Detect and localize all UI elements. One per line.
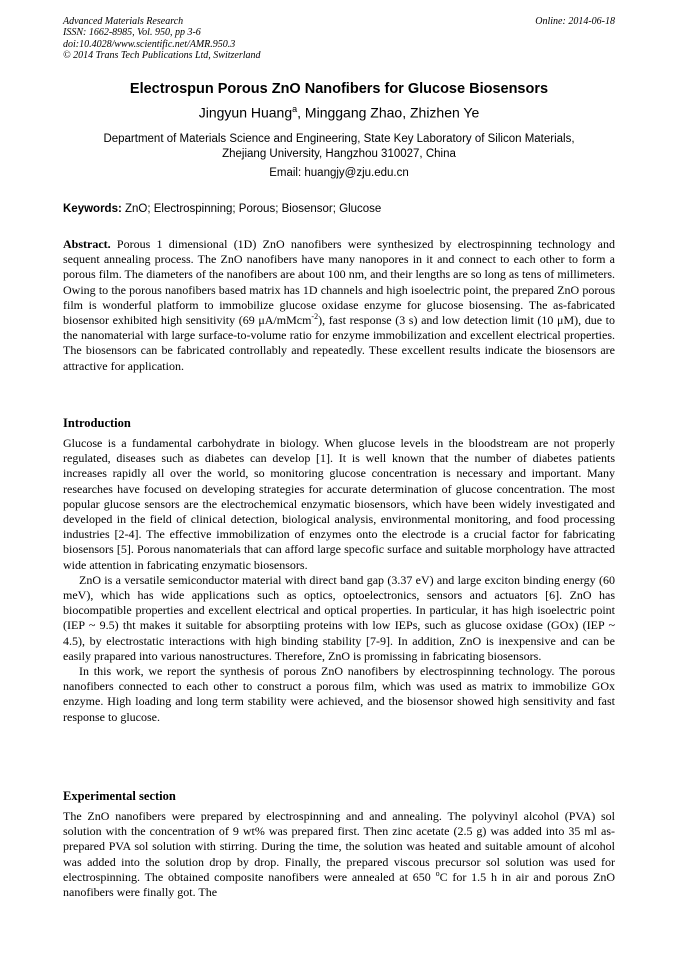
introduction-body (63, 436, 615, 725)
experimental-superscript: o (435, 868, 440, 878)
intro-paragraph-2: ZnO is a versatile semiconductor material with direct band gap (3.37 eV) and large exciton binding energy (60 meV), which has wide applications such as optics, optoelectronics, sensors and actuators [6]. ZnO has biocompatible properties and excellent electrical and optical properties. In particular, it has high isoelectric point (IEP ~ 9.5) tht makes it suitable for absorptiing proteins with low IEPs, such as glucose oxidase (GOx) (IEP ~ 4.5), by electrostatic interactions with high binding stability [7-9]. In addition, ZnO is inexpensive and can be easily prapared into various nanostructures. Therefore, ZnO is promissing in fabricating biosensors. (63, 572, 615, 663)
journal-copyright: © 2014 Trans Tech Publications Ltd, Switzerland (63, 49, 261, 61)
journal-issn: ISSN: 1662-8985, Vol. 950, pp 3-6 (63, 27, 201, 39)
author-list (63, 104, 615, 121)
experimental-text-1: The ZnO nanofibers were prepared by electrospinning and and annealing. The polyvinyl alcohol (PVA) sol solution with the concentration of 9 wt% was prepared first. Then zinc acetate (2.5 g) was added into 35 ml as-prepared PVA sol solution with stirring. During the time, the solution was heated and suitable amount of alcohol was added into the solution drop by drop. Finally, the prepared viscous precursor sol solution was used for electrospinning. The obtained composite nanofibers were annealed at 650 (63, 809, 615, 884)
experimental-text-2: C for 1.5 h in air and porous ZnO nanofibers were finally got. The (63, 869, 615, 900)
journal-doi: doi:10.4028/www.scientific.net/AMR.950.3 (63, 38, 236, 50)
author-rest: , Minggang Zhao, Zhizhen Ye (297, 104, 480, 121)
abstract-label: Abstract. (63, 237, 111, 251)
keywords-text: ZnO; Electrospinning; Porous; Biosensor; Glucose (121, 203, 382, 215)
keywords-label: Keywords: (63, 203, 122, 215)
affiliation-line-1: Department of Materials Science and Engineering, State Key Laboratory of Silicon Materials, (103, 133, 575, 145)
intro-paragraph-3: In this work, we report the synthesis of porous ZnO nanofibers by electrospinning technology. The porous nanofibers connected to each other to construct a porous film, which was used as matrix to immobilize GOx enzyme. High loading and long term stability were achieved, and the biosensor showed high sensitivity and fast response to glucose. (63, 664, 615, 724)
abstract-superscript: -2 (311, 312, 319, 322)
keywords (63, 203, 615, 215)
affiliation-line-2: Zhejiang University, Hangzhou 310027, China (222, 148, 456, 160)
journal-name: Advanced Materials Research (63, 16, 184, 27)
author-first: Jingyun Huang (198, 104, 293, 121)
intro-paragraph-1: Glucose is a fundamental carbohydrate in biology. When glucose levels in the bloodstream are not properly regulated, diseases such as diabetes can develop [1]. It is well known that the number of diabetes patients increases rapidly all over the world, so monitoring glucose concentration is necessary and important. Many researches have focused on developing strategies for accurate determination of glucose concentration. The most popular glucose sensors are the electrochemical enzymatic biosensors, which have been widely investigated and developed in the field of clinical detection, biological analysis, environmental monitoring, and food processing industries [2-4]. The effective immobilization of enzymes onto the electrode is a crucial factor for fabricating biosensors [5]. Porous nanomaterials that can afford large specofic surface and suitable morphology have attracted wide attention in fabricating enzymatic biosensors. (63, 436, 615, 572)
journal-header (63, 16, 615, 61)
abstract-text-2: ), fast response (3 s) and low detection limit (10 μM), due to the nanomaterial with large surface-to-volume ratio for enzyme immobilization and excellent electrical properties. The biosensors can be fabricated controllably and repeatedly. These excellent results indicate the biosensors are attractive for application. (63, 313, 615, 373)
author-email: Email: huangjy@zju.edu.cn (269, 167, 409, 179)
online-date: Online: 2014-06-18 (535, 16, 615, 27)
introduction-heading: Introduction (63, 416, 131, 430)
abstract-text-1: Porous 1 dimensional (1D) ZnO nanofibers were synthesized by electrospinning technology and sequent annealing process. The ZnO nanofibers have many nanopores in it and connect to each other to form a porous film. The diameters of the nanofibers are about 100 nm, and their lengths are so long as tens of millimeters. Owing to the porous nanofibers based matrix has 1D channels and high isoelectric point, the prepared ZnO porous film is wonderful platform to immobilize glucose oxidase enzyme for glucose biosensing. The as-fabricated biosensor exhibited high sensitivity (69 μA/mMcm (63, 237, 615, 328)
author-affil-mark: a (292, 104, 298, 114)
experimental-body (63, 809, 615, 900)
abstract (63, 237, 615, 374)
affiliation (63, 132, 615, 162)
experimental-heading: Experimental section (63, 789, 176, 803)
paper-title: Electrospun Porous ZnO Nanofibers for Glucose Biosensors (129, 81, 549, 97)
